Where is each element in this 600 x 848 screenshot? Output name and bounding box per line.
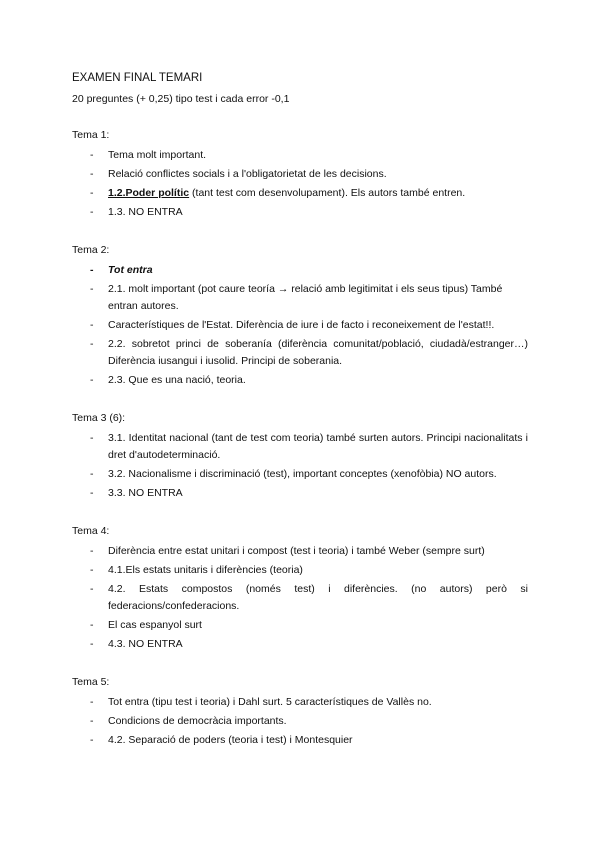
document-subtitle: 20 preguntes (+ 0,25) tipo test i cada error -0,1 [72, 93, 290, 105]
dash-bullet: - [90, 149, 94, 161]
dash-bullet: - [90, 545, 94, 557]
section-title: Tema 1: [72, 129, 110, 141]
dash-bullet: - [90, 564, 94, 576]
section-tema-4 [72, 524, 528, 653]
emphasis-text: Tot entra [108, 264, 153, 276]
list-item: - Tema molt important. [72, 147, 528, 164]
list-item: - 4.1.Els estats unitaris i diferències (teoria) [72, 562, 528, 579]
dash-bullet: - [90, 715, 94, 727]
dash-bullet: - [90, 619, 94, 631]
list-item: - 3.1. Identitat nacional (tant de test com teoria) també surten autors. Principi nacionalitats i dret d'autodeterminació. [90, 432, 528, 461]
dash-bullet: - [90, 374, 94, 386]
dash-bullet: - [90, 583, 94, 595]
list-item: - 4.3. NO ENTRA [72, 636, 528, 653]
section-tema-5 [72, 675, 528, 749]
section-tema-1 [72, 128, 528, 221]
dash-bullet: - [90, 206, 94, 218]
list-item: - 1.3. NO ENTRA [72, 204, 528, 221]
dash-bullet: - [90, 319, 94, 331]
list-item [72, 262, 528, 279]
dash-bullet: - [90, 168, 94, 180]
list-item: - 3.2. Nacionalisme i discriminació (test), important conceptes (xenofòbia) NO autors. [72, 466, 528, 483]
bullet-list [72, 262, 528, 389]
list-item: - Relació conflictes socials i a l'obligatorietat de les decisions. [72, 166, 528, 183]
dash-bullet: - [90, 432, 94, 444]
list-item: - 2.3. Que es una nació, teoria. [72, 372, 528, 389]
dash-bullet: - [90, 187, 94, 199]
list-item: - El cas espanyol surt [72, 617, 528, 634]
emphasis-text: 1.2.Poder polític [108, 187, 190, 199]
list-item: - Diferència entre estat unitari i compost (test i teoria) i també Weber (sempre surt) [72, 543, 528, 560]
section-title: Tema 4: [72, 525, 110, 537]
section-title: Tema 5: [72, 676, 110, 688]
bullet-list [72, 543, 528, 653]
dash-bullet: - [90, 468, 94, 480]
bullet-list [72, 147, 528, 221]
dash-bullet: - [90, 734, 94, 746]
list-item: - 1.2.Poder polític (tant test com desenvolupament). Els autors també entren. [72, 185, 528, 202]
document-title: EXAMEN FINAL TEMARI [72, 72, 203, 84]
list-item: - 2.1. molt important (pot caure teoría → relació amb legitimitat i els seus tipus) També entran autores. [90, 283, 503, 312]
section-tema-3 [72, 411, 528, 502]
dash-bullet: - [90, 264, 94, 276]
list-item: - 4.2. Separació de poders (teoria i test) i Montesquier [72, 732, 528, 749]
list-item: - Característiques de l'Estat. Diferència de iure i de facto i reconeixement de l'estat!!. [72, 317, 528, 334]
dash-bullet: - [90, 696, 94, 708]
list-item: - 3.3. NO ENTRA [72, 485, 528, 502]
bullet-list [72, 430, 528, 502]
dash-bullet: - [90, 338, 94, 350]
list-item: - 2.2. sobretot princi de soberanía (diferència comunitat/població, ciudadà/estranger…) Diferència iusangui i iusolid. Principi de soberania. [90, 338, 528, 367]
list-item: - Condicions de democràcia importants. [72, 713, 528, 730]
dash-bullet: - [90, 487, 94, 499]
section-tema-2 [72, 243, 528, 389]
list-item: - 4.2. Estats compostos (només test) i diferències. (no autors) però si federacions/confederacions. [90, 583, 528, 612]
bullet-list [72, 694, 528, 749]
section-title: Tema 2: [72, 244, 110, 256]
section-title: Tema 3 (6): [72, 412, 126, 424]
dash-bullet: - [90, 638, 94, 650]
list-item: - Tot entra (tipu test i teoria) i Dahl surt. 5 característiques de Vallès no. [72, 694, 528, 711]
dash-bullet: - [90, 283, 94, 295]
